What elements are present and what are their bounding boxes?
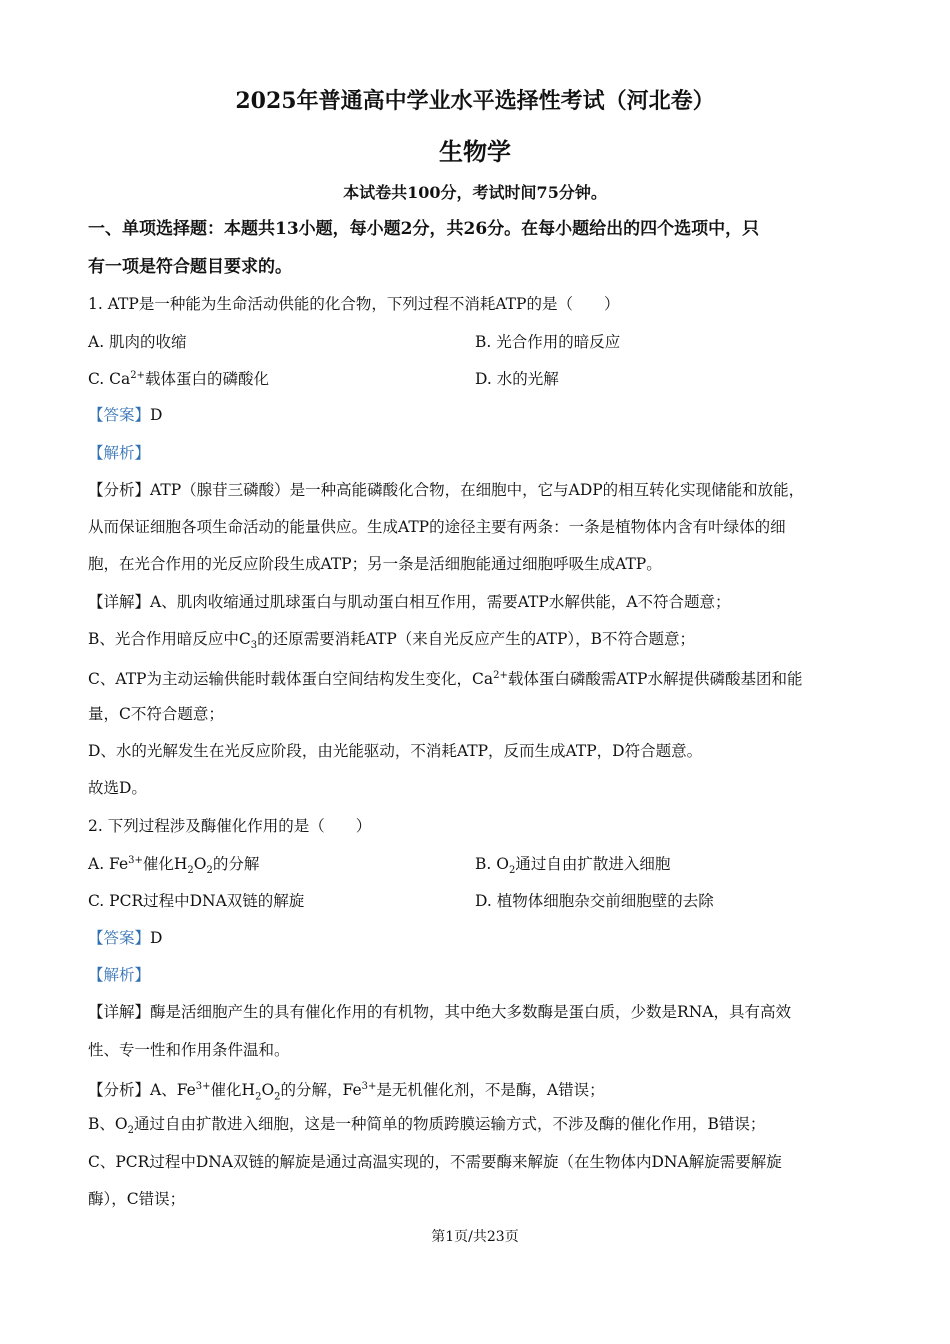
q1-fenxi-line2: 从而保证细胞各项生命活动的能量供应。生成ATP的途径主要有两条：一条是植物体内含有叶绿体的细 [88, 518, 786, 536]
q2-option-c: C. PCR过程中DNA双链的解旋 [88, 892, 305, 910]
q2-fenxi-a: 【分析】A、$Fe^{3+}$催化$H_2O_2$的分解，$Fe^{3+}$是无机催化剂，不是酶，A错误； [88, 1081, 605, 1103]
page-footer: 第1页/共23页 [431, 1229, 519, 1245]
q1-conclusion: 故选D。 [88, 779, 147, 797]
q1-detail-b: B、光合作用暗反应中$C_3$的还原需要消耗ATP（来自光反应产生的ATP），B不符合题意； [88, 630, 696, 652]
q1-detail-c: C、ATP为主动运输供能时载体蛋白空间结构发生变化，$Ca^{2+}$载体蛋白磷酸需ATP水解提供磷酸基团和能 [88, 670, 803, 689]
q2-answer: 【答案】D [88, 929, 163, 947]
q1-option-d: D. 水的光解 [475, 370, 559, 388]
section-heading-line1: 一、单项选择题：本题共13小题，每小题2分，共26分。在每小题给出的四个选项中，只 [88, 219, 760, 239]
q2-fenxi-b: B、$O_2$通过自由扩散进入细胞，这是一种简单的物质跨膜运输方式，不涉及酶的催化作用，B错误； [88, 1115, 766, 1137]
q1-detail-c-cont: 量，C不符合题意； [88, 705, 224, 723]
q1-option-a: A. 肌肉的收缩 [88, 333, 187, 351]
q2-detail-line2: 性、专一性和作用条件温和。 [88, 1041, 290, 1059]
q2-option-b: B. $O_2$通过自由扩散进入细胞 [475, 855, 671, 877]
subject-title: 生物学 [439, 137, 511, 166]
q1-analysis-tag: 【解析】 [88, 444, 151, 462]
q2-option-d: D. 植物体细胞杂交前细胞壁的去除 [475, 892, 714, 910]
q1-fenxi-line1: 【分析】ATP（腺苷三磷酸）是一种高能磷酸化合物，在细胞中，它与ADP的相互转化实现储能和放能， [88, 481, 805, 499]
answer-tag: 【答案】 [88, 929, 151, 947]
q2-analysis-tag: 【解析】 [88, 966, 151, 984]
q1-option-c: C. $Ca^{2+}$载体蛋白的磷酸化 [88, 369, 270, 388]
q2-fenxi-c: C、PCR过程中DNA双链的解旋是通过高温实现的，不需要酶来解旋（在生物体内DNA解旋需要解旋 [88, 1153, 782, 1171]
answer-tag: 【答案】 [88, 406, 151, 424]
q1-option-b: B. 光合作用的暗反应 [475, 333, 621, 351]
exam-info: 本试卷共100分，考试时间75分钟。 [343, 183, 607, 202]
q2-fenxi-c-cont: 酶），C错误； [88, 1190, 186, 1208]
q1-stem: 1. ATP是一种能为生命活动供能的化合物，下列过程不消耗ATP的是（ ） [88, 295, 620, 313]
q2-stem: 2. 下列过程涉及酶催化作用的是（ ） [88, 817, 372, 835]
exam-title: 2025年普通高中学业水平选择性考试（河北卷） [235, 88, 715, 114]
section-heading-line2: 有一项是符合题目要求的。 [88, 257, 292, 277]
q1-detail-d: D、水的光解发生在光反应阶段，由光能驱动，不消耗ATP，反而生成ATP，D符合题意。 [88, 742, 703, 760]
q1-fenxi-line3: 胞，在光合作用的光反应阶段生成ATP；另一条是活细胞能通过细胞呼吸生成ATP。 [88, 555, 662, 573]
q2-detail-line1: 【详解】酶是活细胞产生的具有催化作用的有机物，其中绝大多数酶是蛋白质，少数是RNA，具有高效 [88, 1003, 791, 1021]
q1-detail-a: 【详解】A、肌肉收缩通过肌球蛋白与肌动蛋白相互作用，需要ATP水解供能，A不符合题意； [88, 593, 731, 611]
q1-answer: 【答案】D [88, 406, 163, 424]
q2-option-a: A. $Fe^{3+}$催化$H_2O_2$的分解 [88, 854, 260, 877]
